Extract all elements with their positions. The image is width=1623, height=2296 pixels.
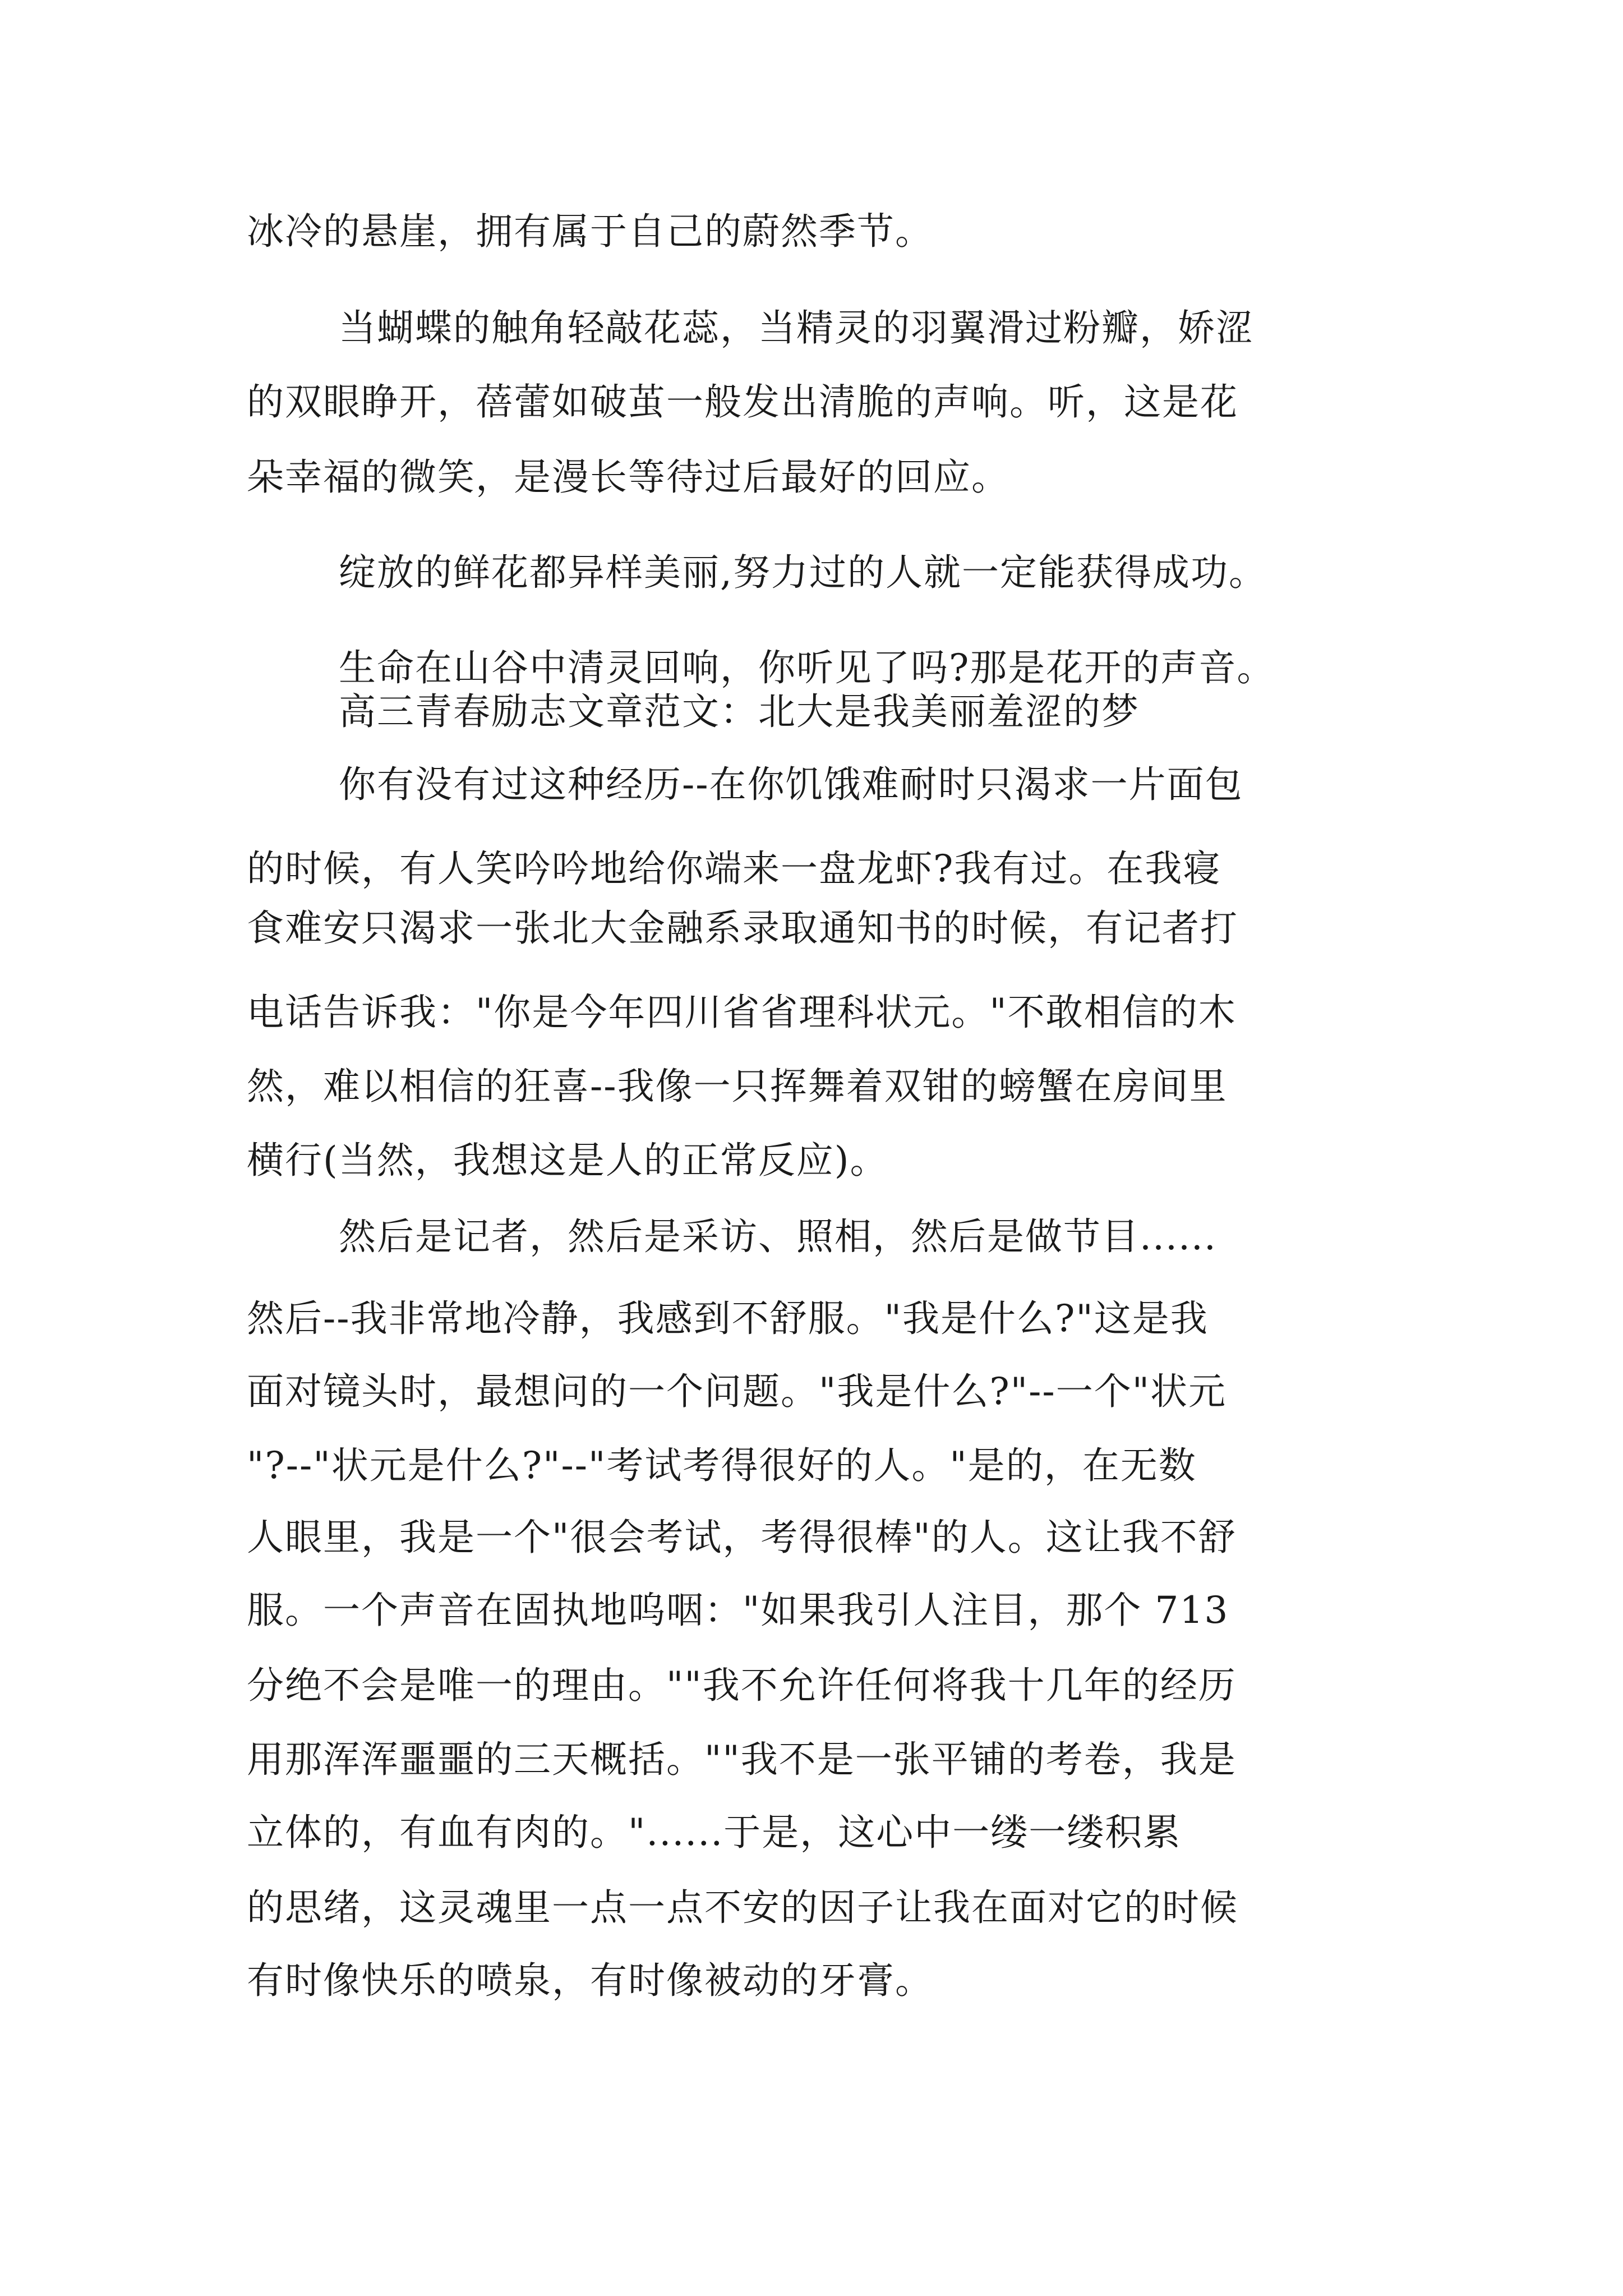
paragraph-line-indented: 绽放的鲜花都异样美丽,努力过的人就一定能获得成功。	[339, 551, 1267, 594]
text-line: 然，难以相信的狂喜--我像一只挥舞着双钳的螃蟹在房间里	[247, 1065, 1228, 1108]
text-line: 朵幸福的微笑，是漫长等待过后最好的回应。	[247, 455, 1009, 499]
text-line: 用那浑浑噩噩的三天概括。""我不是一张平铺的考卷，我是	[247, 1738, 1237, 1781]
text-line: 电话告诉我："你是今年四川省省理科状元。"不敢相信的木	[247, 991, 1237, 1034]
section-title: 高三青春励志文章范文：北大是我美丽羞涩的梦	[339, 690, 1140, 733]
text-line: 立体的，有血有肉的。"......于是，这心中一缕一缕积累	[247, 1811, 1182, 1854]
text-line: 面对镜头时，最想问的一个问题。"我是什么?"--一个"状元	[247, 1370, 1227, 1413]
text-line: 分绝不会是唯一的理由。""我不允许任何将我十几年的经历	[247, 1664, 1237, 1707]
text-line: 冰冷的悬崖，拥有属于自己的蔚然季节。	[247, 210, 933, 253]
text-line: 然后--我非常地冷静，我感到不舒服。"我是什么?"这是我	[247, 1297, 1209, 1340]
paragraph-line-indented: 你有没有过这种经历--在你饥饿难耐时只渴求一片面包	[339, 763, 1243, 806]
paragraph-line-indented: 然后是记者，然后是采访、照相，然后是做节目......	[339, 1215, 1217, 1258]
paragraph-line-indented: 生命在山谷中清灵回响，你听见了吗?那是花开的声音。	[339, 646, 1275, 689]
text-line: 的时候，有人笑吟吟地给你端来一盘龙虾?我有过。在我寝	[247, 847, 1221, 890]
text-line: 服。一个声音在固执地呜咽："如果我引人注目，那个 713	[247, 1589, 1229, 1632]
text-line: 人眼里，我是一个"很会考试，考得很棒"的人。这让我不舒	[247, 1516, 1237, 1559]
text-line: 横行(当然，我想这是人的正常反应)。	[247, 1139, 888, 1182]
text-line: 有时像快乐的喷泉，有时像被动的牙膏。	[247, 1959, 933, 2002]
text-line: 食难安只渴求一张北大金融系录取通知书的时候，有记者打	[247, 907, 1238, 950]
text-line: 的思绪，这灵魂里一点一点不安的因子让我在面对它的时候	[247, 1886, 1238, 1929]
text-line: 的双眼睁开，蓓蕾如破茧一般发出清脆的声响。听，这是花	[247, 380, 1238, 424]
text-line: "?--"状元是什么?"--"考试考得很好的人。"是的，在无数	[247, 1444, 1197, 1487]
paragraph-line-indented: 当蝴蝶的触角轻敲花蕊，当精灵的羽翼滑过粉瓣，娇涩	[339, 306, 1254, 349]
